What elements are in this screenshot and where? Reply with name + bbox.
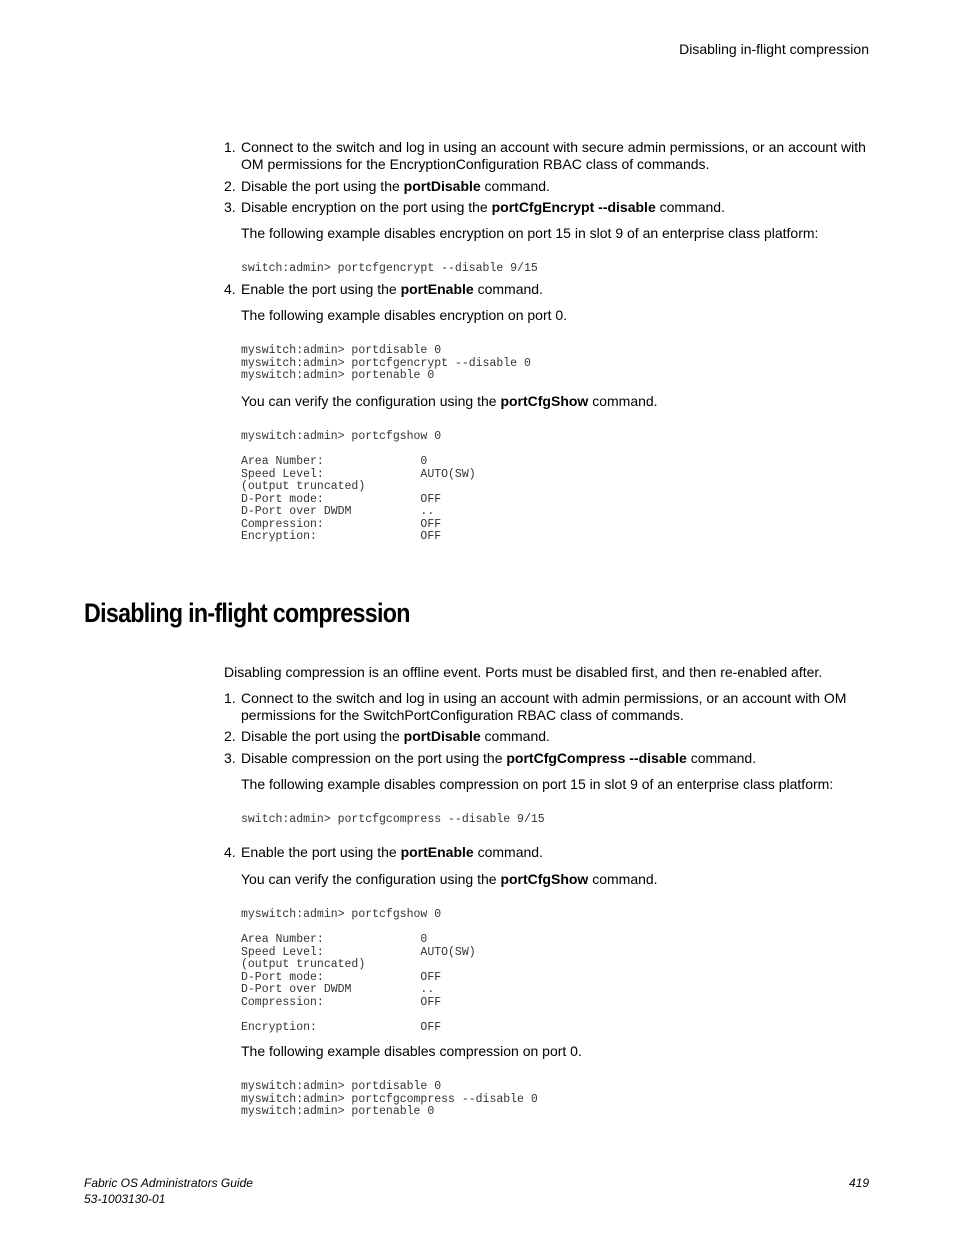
step-number: 1. [224, 690, 236, 706]
step-number: 3. [224, 750, 236, 766]
step-number: 4. [224, 281, 236, 297]
step-text: Disable encryption on the port using the portCfgEncrypt --disable command. [241, 199, 725, 215]
footer-doc-number: 53-1003130-01 [84, 1192, 166, 1206]
code-example: switch:admin> portcfgencrypt --disable 9/15 [241, 262, 538, 275]
command-name: portCfgShow [500, 871, 589, 887]
running-header: Disabling in-flight compression [679, 41, 869, 57]
example-description: The following example disables encryption on port 15 in slot 9 of an enterprise class platform: [241, 225, 819, 241]
step-text-continued: permissions for the SwitchPortConfiguration RBAC class of commands. [241, 707, 684, 723]
step-text-continued: OM permissions for the EncryptionConfiguration RBAC class of commands. [241, 156, 710, 172]
command-name: portCfgCompress --disable [506, 750, 687, 766]
footer-doc-title: Fabric OS Administrators Guide [84, 1176, 253, 1190]
section-heading: Disabling in-flight compression [84, 598, 410, 628]
command-name: portDisable [403, 728, 481, 744]
example-description: The following example disables encryption on port 0. [241, 307, 568, 323]
code-example: myswitch:admin> portdisable 0 myswitch:admin> portcfgcompress --disable 0 myswitch:admin> portenable 0 [241, 1080, 538, 1118]
code-example: switch:admin> portcfgcompress --disable 9/15 [241, 813, 545, 826]
example-description: The following example disables compression on port 0. [241, 1043, 582, 1059]
verify-text: You can verify the configuration using the portCfgShow command. [241, 393, 658, 409]
section-intro: Disabling compression is an offline event. Ports must be disabled first, and then re-enabled after. [224, 664, 823, 680]
example-description: The following example disables compression on port 15 in slot 9 of an enterprise class platform: [241, 776, 834, 792]
step-number: 1. [224, 139, 236, 155]
step-number: 3. [224, 199, 236, 215]
code-output: myswitch:admin> portcfgshow 0 Area Number: 0 Speed Level: AUTO(SW) (output truncated) D-Port mode: OFF D-Port over DWDM .. Compression: OFF Encryption: OFF [241, 908, 476, 1034]
command-name: portCfgShow [500, 393, 589, 409]
code-output: myswitch:admin> portcfgshow 0 Area Number: 0 Speed Level: AUTO(SW) (output truncated) D-Port mode: OFF D-Port over DWDM .. Compression: OFF Encryption: OFF [241, 430, 476, 543]
step-text: Disable the port using the portDisable command. [241, 178, 550, 194]
step-number: 2. [224, 178, 236, 194]
command-name: portEnable [400, 281, 474, 297]
command-name: portDisable [403, 178, 481, 194]
step-text: Connect to the switch and log in using an account with secure admin permissions, or an account with [241, 139, 866, 155]
step-number: 4. [224, 844, 236, 860]
step-text: Disable the port using the portDisable command. [241, 728, 550, 744]
footer-page-number: 419 [848, 1176, 869, 1190]
step-text: Enable the port using the portEnable command. [241, 844, 543, 860]
step-text: Connect to the switch and log in using an account with admin permissions, or an account with OM [241, 690, 847, 706]
step-number: 2. [224, 728, 236, 744]
verify-text: You can verify the configuration using the portCfgShow command. [241, 871, 658, 887]
step-text: Enable the port using the portEnable command. [241, 281, 543, 297]
command-name: portEnable [400, 844, 474, 860]
code-example: myswitch:admin> portdisable 0 myswitch:admin> portcfgencrypt --disable 0 myswitch:admin> portenable 0 [241, 344, 531, 382]
command-name: portCfgEncrypt --disable [491, 199, 656, 215]
step-text: Disable compression on the port using the portCfgCompress --disable command. [241, 750, 757, 766]
